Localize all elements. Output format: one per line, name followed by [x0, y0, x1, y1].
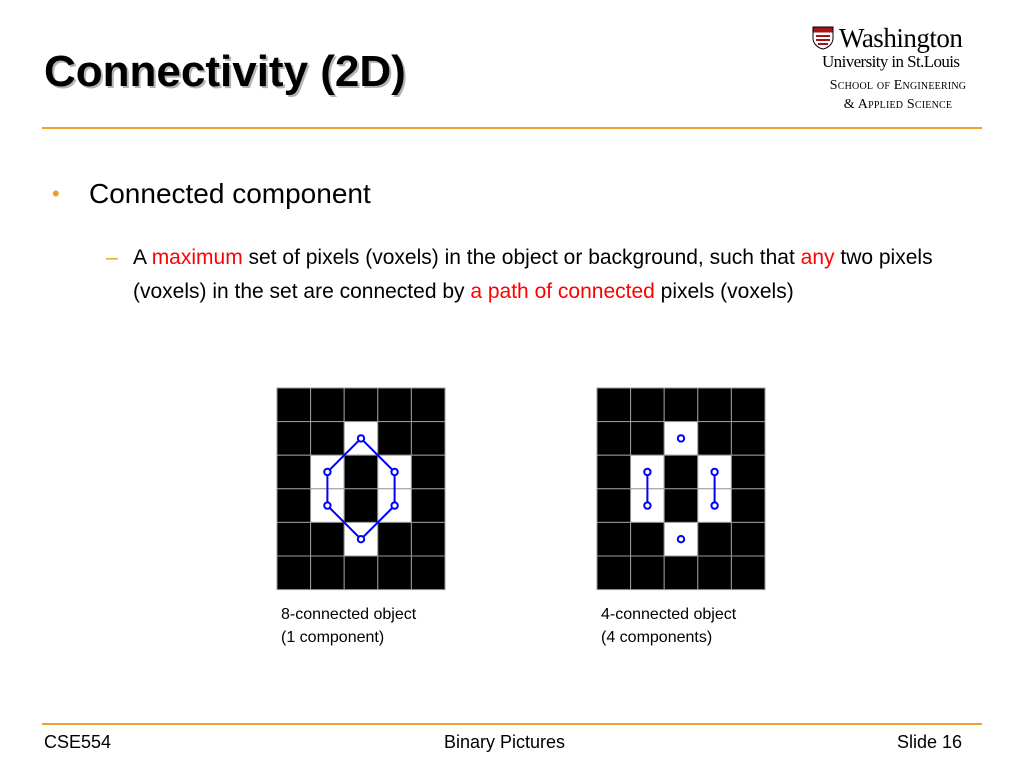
pixel-node	[324, 502, 330, 508]
footer-slide-number: Slide 16	[897, 732, 963, 752]
highlight-maximum: maximum	[151, 246, 243, 269]
pixel-black	[411, 556, 445, 590]
logo-school	[810, 76, 986, 114]
pixel-node	[324, 469, 330, 475]
pixel-black	[631, 556, 665, 590]
pixel-node	[711, 469, 717, 475]
pixel-black	[378, 422, 412, 456]
pixel-node	[678, 536, 684, 542]
pixel-black	[631, 422, 665, 456]
pixel-black	[631, 522, 665, 556]
slide-title: Connectivity (2D)	[44, 47, 406, 96]
grid-figure-8-connected	[276, 387, 446, 592]
pixel-black	[311, 522, 345, 556]
caption-8-connected	[281, 603, 416, 649]
grid-figure-4-connected	[596, 387, 766, 592]
pixel-node	[644, 469, 650, 475]
pixel-node	[358, 435, 364, 441]
pixel-black	[344, 556, 378, 590]
caption-line: (4 components)	[601, 629, 713, 646]
pixel-black	[411, 455, 445, 489]
pixel-black	[378, 522, 412, 556]
pixel-black	[664, 556, 698, 590]
highlight-path: a path of connected	[470, 280, 655, 303]
pixel-node	[358, 536, 364, 542]
pixel-black	[277, 422, 311, 456]
pixel-node	[711, 502, 717, 508]
pixel-black	[277, 556, 311, 590]
pixel-black	[597, 489, 631, 523]
pixel-black	[664, 388, 698, 422]
pixel-black	[277, 388, 311, 422]
bullet-dot-icon: •	[52, 181, 60, 206]
shield-icon	[812, 26, 834, 50]
text-run: two pixels (voxels) in the set are connected by	[133, 246, 933, 303]
footer-divider	[42, 723, 982, 725]
pixel-black	[311, 422, 345, 456]
bullet-level1-text: Connected component	[89, 178, 371, 209]
bullet-level2-text	[133, 241, 953, 309]
pixel-black	[597, 556, 631, 590]
pixel-black	[597, 455, 631, 489]
pixel-black	[698, 422, 732, 456]
logo-line-applied: & Applied Science	[843, 97, 953, 112]
highlight-any: any	[800, 246, 835, 269]
title-divider	[42, 127, 982, 129]
pixel-black	[731, 522, 765, 556]
pixel-black	[731, 455, 765, 489]
pixel-black	[311, 556, 345, 590]
text-run: pixels (voxels)	[654, 280, 794, 303]
pixel-black	[411, 388, 445, 422]
pixel-black	[344, 489, 378, 523]
university-logo	[808, 24, 986, 116]
text-run: A	[133, 246, 152, 269]
pixel-black	[411, 489, 445, 523]
pixel-black	[597, 522, 631, 556]
pixel-black	[731, 489, 765, 523]
pixel-black	[731, 422, 765, 456]
footer-topic: Binary Pictures	[444, 732, 566, 752]
pixel-black	[378, 556, 412, 590]
pixel-black	[277, 522, 311, 556]
pixel-black	[731, 556, 765, 590]
pixel-black	[378, 388, 412, 422]
pixel-node	[391, 502, 397, 508]
caption-line: 4-connected object	[601, 606, 737, 623]
logo-line-university: University in St.Louis	[822, 52, 960, 71]
bullet-dash-icon: –	[106, 246, 118, 269]
pixel-node	[678, 435, 684, 441]
pixel-black	[597, 388, 631, 422]
pixel-black	[698, 556, 732, 590]
logo-line-school: School of Engineering	[829, 78, 967, 93]
pixel-black	[277, 455, 311, 489]
pixel-black	[277, 489, 311, 523]
pixel-black	[631, 388, 665, 422]
pixel-black	[411, 422, 445, 456]
footer-course: CSE554	[44, 732, 112, 752]
logo-line-washington: Washington	[839, 23, 963, 53]
pixel-black	[664, 489, 698, 523]
pixel-node	[391, 469, 397, 475]
pixel-black	[311, 388, 345, 422]
caption-line: (1 component)	[281, 629, 385, 646]
pixel-black	[698, 388, 732, 422]
caption-4-connected	[601, 603, 736, 649]
caption-line: 8-connected object	[281, 606, 417, 623]
pixel-black	[411, 522, 445, 556]
pixel-black	[597, 422, 631, 456]
pixel-black	[698, 522, 732, 556]
pixel-node	[644, 502, 650, 508]
text-run: set of pixels (voxels) in the object or background, such that	[242, 246, 801, 269]
pixel-black	[344, 388, 378, 422]
pixel-black	[731, 388, 765, 422]
pixel-black	[344, 455, 378, 489]
pixel-black	[664, 455, 698, 489]
